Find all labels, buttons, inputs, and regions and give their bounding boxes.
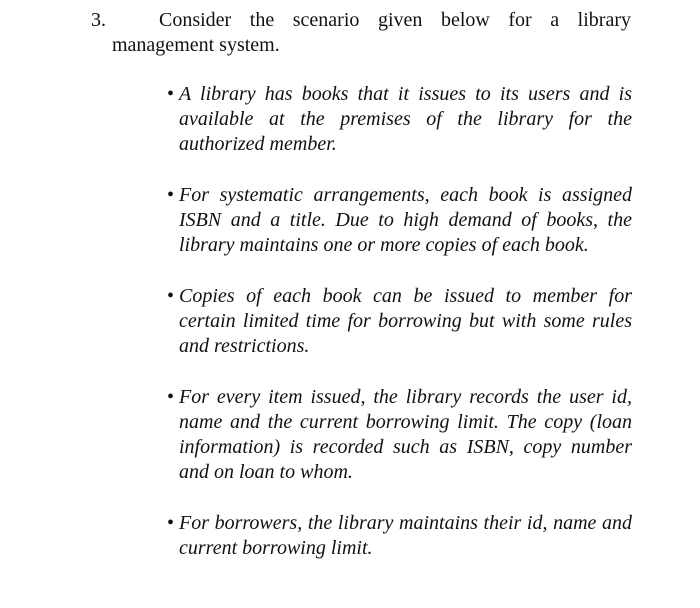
question-number: 3.: [91, 9, 106, 31]
scenario-bullet-list: [167, 82, 632, 561]
bullet-icon: •: [167, 83, 175, 105]
question-prompt-line-1: Consider the scenario given below for a library: [159, 9, 631, 31]
scenario-bullet-text: A library has books that it issues to its users and is available at the premises of the library for the authorized member.: [179, 83, 632, 155]
scenario-bullet-text: For every item issued, the library records the user id, name and the current borrowing limit. The copy (loan information) is recorded such as ISBN, copy number and on loan to whom.: [179, 386, 632, 483]
bullet-icon: •: [167, 184, 175, 206]
question-prompt-line-2: management system.: [112, 34, 280, 56]
scenario-bullet-5: [167, 511, 632, 561]
scenario-bullet-4: [167, 385, 632, 485]
bullet-icon: •: [167, 512, 175, 534]
scenario-bullet-3: [167, 284, 632, 359]
question-line-1: [91, 8, 631, 33]
scenario-bullet-text: For borrowers, the library maintains their id, name and current borrowing limit.: [179, 512, 632, 559]
scenario-bullet-2: [167, 183, 632, 258]
scenario-bullet-text: For systematic arrangements, each book is assigned ISBN and a title. Due to high demand of books, the library maintains one or more copies of each book.: [179, 184, 632, 256]
scenario-bullet-1: [167, 82, 632, 157]
scenario-bullet-text: Copies of each book can be issued to member for certain limited time for borrowing but with some rules and restrictions.: [179, 285, 632, 357]
bullet-icon: •: [167, 285, 175, 307]
question-header: [91, 8, 631, 58]
bullet-icon: •: [167, 386, 175, 408]
